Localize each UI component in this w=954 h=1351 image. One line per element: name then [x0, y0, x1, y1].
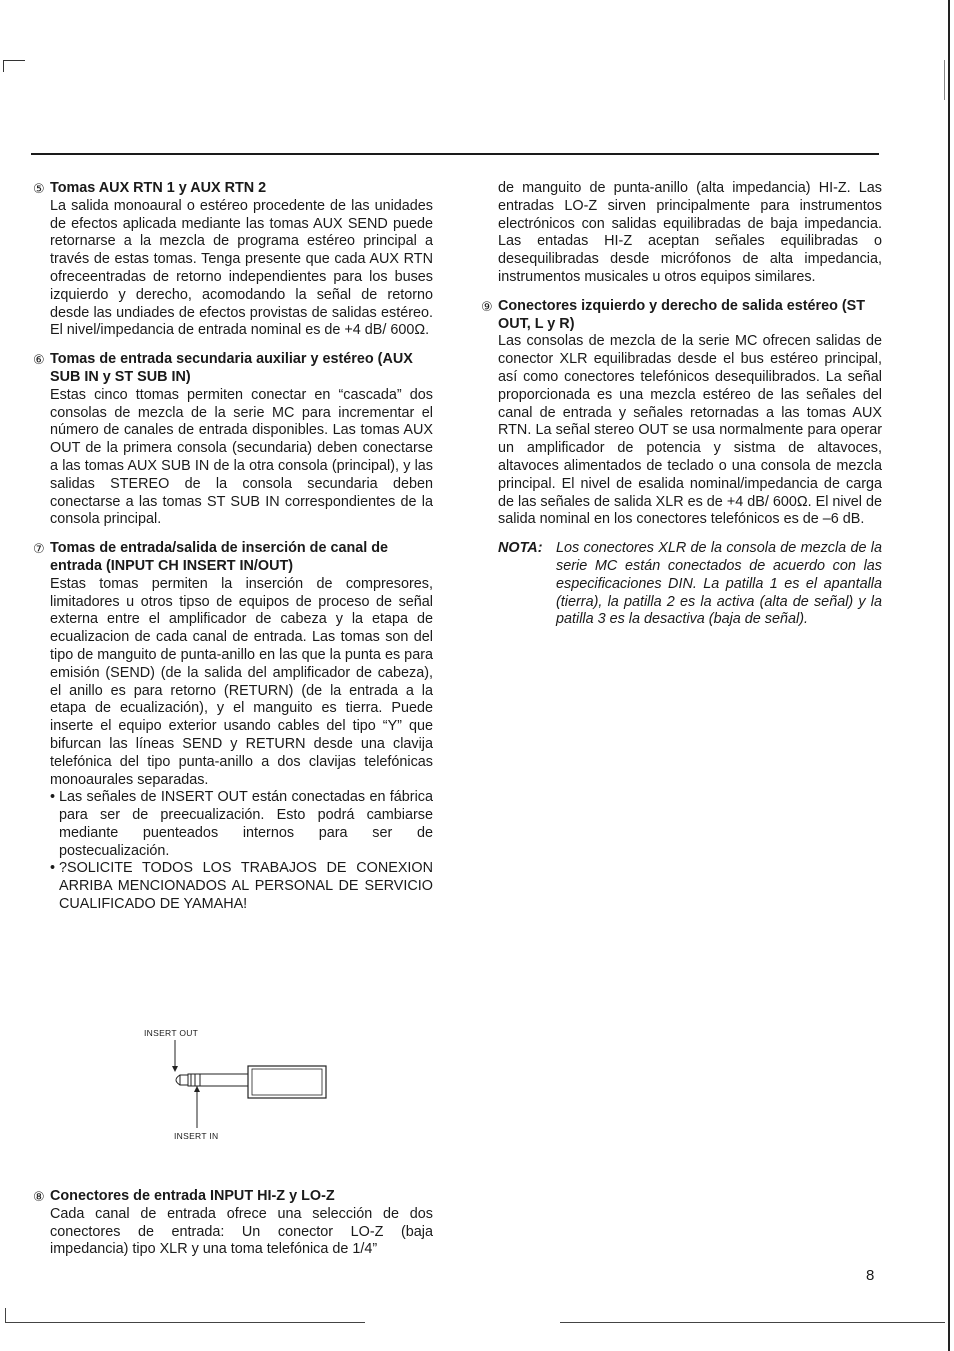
section-title: Tomas de entrada secundaria auxiliar y estéreo (AUX SUB IN y ST SUB IN) [50, 351, 413, 385]
page-number: 8 [866, 1267, 875, 1284]
section-heading [33, 180, 433, 198]
section-title: Conectores de entrada INPUT HI-Z y LO-Z [50, 1188, 335, 1204]
list-item [50, 860, 433, 913]
section-title: Tomas de entrada/salida de inserción de canal de entrada (INPUT CH INSERT IN/OUT) [50, 540, 389, 574]
section-continuation [481, 180, 882, 287]
section-body: Cada canal de entrada ofrece una selección de dos conectores de entrada: Un conector LO-Z (baja impedancia) tipo XLR y una toma telefónica de 1/4” [50, 1205, 433, 1258]
section-number: ⑤ [33, 181, 45, 196]
section-number: ⑨ [481, 298, 493, 314]
list-item [50, 789, 433, 860]
phone-plug-icon [140, 1024, 340, 1144]
bullet-list [50, 789, 433, 914]
scan-bottom-line-left [5, 1322, 365, 1323]
section-heading [481, 298, 882, 334]
section-body: Estas cinco ttomas permiten conectar en “cascada” dos consolas de mezcla de la serie MC para incrementar el número de canales de entrada disponibles. Las tomas AUX OUT de la primera consola (secundaria) deben conectarse a las tomas AUX SUB IN de la otra consola (principal), y las salidas STEREO de la consola secundaria deben conectarse a las tomas ST SUB IN correspondientes de la consola principal. [50, 386, 433, 528]
section-number: ⑦ [33, 541, 45, 557]
section-title: Tomas AUX RTN 1 y AUX RTN 2 [50, 180, 267, 196]
header-rule [31, 153, 879, 155]
section-body: de manguito de punta-anillo (alta impedancia) HI-Z. Las entradas LO-Z sirven principalmente para instrumentos electrónicos con salidas equilibradas de baja impedancia. Las entadas HI-Z aceptan señales equilibradas o desequilibradas desde micrófonos de alta impedancia, instrumentos musicales u otros equipos similares. [498, 180, 882, 285]
note-label: NOTA: [498, 540, 543, 557]
scan-corner-mark [3, 60, 25, 61]
section-body: Las consolas de mezcla de la serie MC ofrecen salidas de conector XLR equilibradas desde el bus estéreo principal, así como conectores telefónicos desequilibrados. La señal proporcionada es una mezcla estéreo de las señales del canal de entrada y señales retornadas a las tomas AUX RTN. La señal stereo OUT se usa normalmente para operar un amplificador de potencia y sistma de altavoces, altavoces alimentados de teclado o una consola de mezcla principal. El nivel de esalida nominal/impedancia de carga de las señales de salida XLR es de +4 dB/ 600Ω. El nivel de salida nominal en los conectores telefónicos es de –6 dB. [498, 333, 882, 528]
insert-out-label: INSERT OUT [144, 1028, 199, 1038]
scan-right-edge-mark [944, 60, 945, 100]
scan-right-edge [948, 0, 950, 1351]
section-heading [33, 351, 433, 387]
note-text: Los conectores XLR de la consola de mezcla de la serie MC están conectados de acuerdo con las especificaciones DIN. La patilla 1 es el apantalla (tierra), la patilla 2 es la activa (alta de señal) y la patilla 3 es la desactiva (baja de señal). [556, 540, 882, 628]
note-block [498, 540, 882, 629]
bullet-text: ?SOLICITE TODOS LOS TRABAJOS DE CONEXION ARRIBA MENCIONADOS AL PERSONAL DE SERVICIO CUALIFICADO DE YAMAHA! [59, 860, 433, 913]
bullet-dot: • [50, 789, 56, 806]
section-heading [33, 540, 433, 576]
section-aux-rtn [33, 180, 433, 340]
insert-in-label: INSERT IN [174, 1131, 219, 1141]
section-number: ⑧ [33, 1189, 45, 1204]
left-column [33, 180, 433, 925]
bullet-dot: • [50, 860, 56, 877]
scan-bottom-line-right [560, 1322, 945, 1323]
section-aux-sub-in [33, 351, 433, 529]
section-input-hi-z-lo-z [33, 1188, 433, 1259]
section-body: La salida monoaural o estéreo procedente de las unidades de efectos aplicada mediante las tomas AUX SEND puede retornarse a la mezcla de programa estéreo principal a través de estas tomas. Tenga presente que cada AUX RTN ofreceentradas de retorno independientes para los buses izquierdo y derecho, acomodando la señal de retorno desde las undiades de efectos provistas de salidas estéreo. El nivel/impedancia de entrada nominal es de +4 dB/ 600Ω. [50, 197, 433, 339]
section-heading [33, 1188, 433, 1206]
scan-bottom-tick [5, 1308, 6, 1322]
right-column [481, 180, 882, 629]
section-st-out [481, 298, 882, 529]
insert-jack-diagram [140, 1024, 340, 1144]
scan-corner-mark-vertical [3, 60, 4, 72]
bullet-text: Las señales de INSERT OUT están conectadas en fábrica para ser de preecualización. Esto podrá cambiarse mediante puenteados internos para ser de postecualización. [59, 789, 433, 859]
section-insert [33, 540, 433, 914]
section-number: ⑥ [33, 352, 45, 368]
section-title: Conectores izquierdo y derecho de salida estéreo (ST OUT, L y R) [498, 297, 866, 332]
section-body: Estas tomas permiten la inserción de compresores, limitadores u otros tipso de equipos de proceso de señal externa entre el amplificador de cabeza y la etapa de ecualizacion de cada canal de entrada. Las tomas son del tipo de manguito de punta-anillo en las que la punta es para emisión (SEND) (de la salida del amplificador de cabeza), el anillo es para retorno (RETURN) (de la entrada a la etapa de ecualización), y el manguito es tierra. Puede inserte el equipo exterior usando cables del tipo “Y” que bifurcan las líneas SEND y RETURN desde una clavija telefónica del tipo punta-anillo a dos clavijas telefónicas monoaurales separadas. [50, 575, 433, 788]
